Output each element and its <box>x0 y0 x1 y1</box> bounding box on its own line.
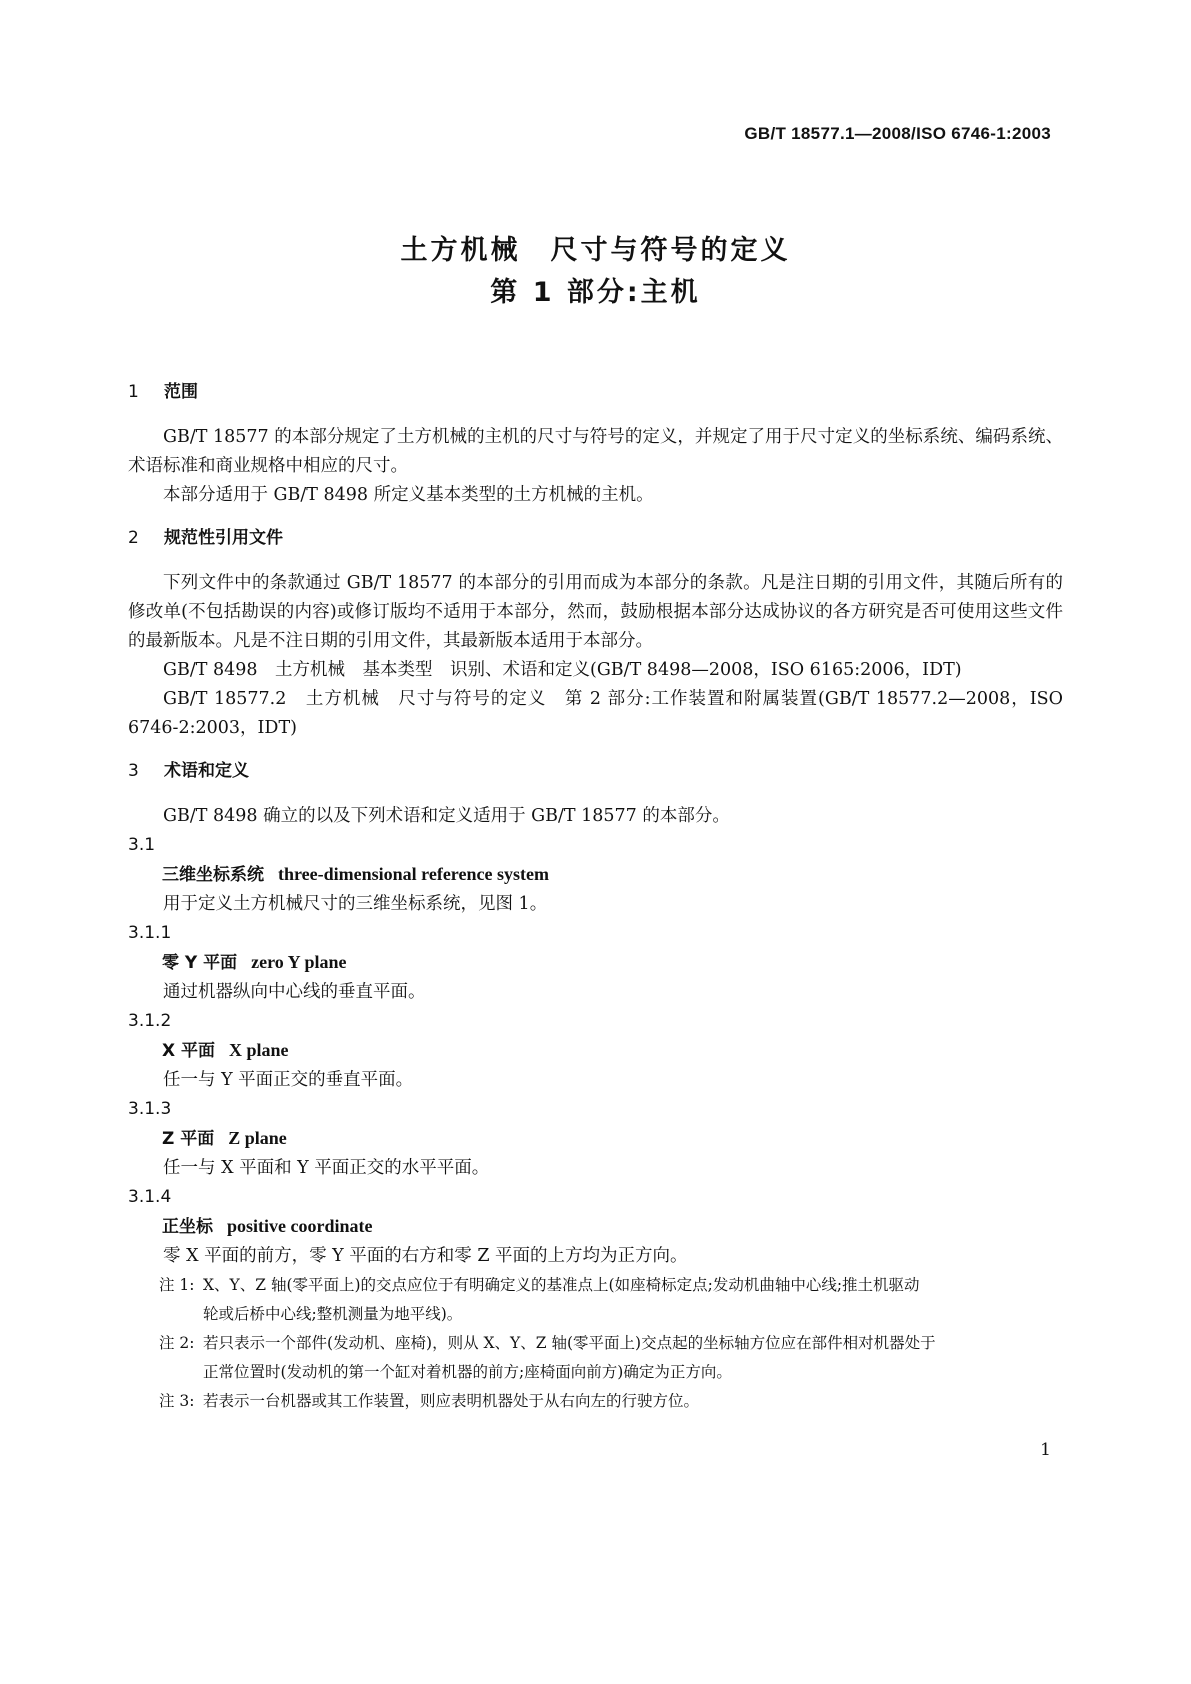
term-number: 3.1.2 <box>128 1011 172 1031</box>
term-en: three-dimensional reference system <box>278 864 549 884</box>
term-definition: 通过机器纵向中心线的垂直平面。 <box>163 982 426 1002</box>
note-label: 注 1: <box>159 1276 195 1294</box>
section-title: 术语和定义 <box>164 761 249 781</box>
standard-number: GB/T 18577.1—2008/ISO 6746-1:2003 <box>744 124 1051 143</box>
note-text: X、Y、Z 轴(零平面上)的交点应位于有明确定义的基准点上(如座椅标定点;发动机曲轴中心线;推土机驱动 <box>203 1276 920 1294</box>
paragraph: 本部分适用于 GB/T 8498 所定义基本类型的土方机械的主机。 <box>163 485 654 505</box>
term-zh: 三维坐标系统 <box>162 865 264 885</box>
section-number: 1 <box>128 382 139 402</box>
section-3-heading <box>128 757 1063 786</box>
note-3 <box>128 1387 1063 1416</box>
section-2-heading <box>128 524 1063 553</box>
note-label: 注 2: <box>159 1334 195 1352</box>
note-1 <box>128 1271 1063 1329</box>
section-number: 3 <box>128 761 139 781</box>
term-definition: 任一与 Y 平面正交的垂直平面。 <box>163 1070 414 1090</box>
title-line-1: 土方机械 尺寸与符号的定义 <box>400 235 791 266</box>
term-name <box>128 860 1063 890</box>
section-number: 2 <box>128 528 139 548</box>
term-number: 3.1.3 <box>128 1099 172 1119</box>
paragraph: 下列文件中的条款通过 GB/T 18577 的本部分的引用而成为本部分的条款。凡是注日期的引用文件，其随后所有的修改单(不包括勘误的内容)或修订版均不适用于本部分，然而，鼓励根据本部分达成协议的各方研究是否可使用这些文件的最新版本。凡是不注日期的引用文件，其最新版本适用于本部分。 <box>128 573 1063 651</box>
term-entry <box>128 1095 1063 1183</box>
term-en: zero Y plane <box>251 952 347 972</box>
document-title <box>0 230 1191 314</box>
paragraph: GB/T 18577 的本部分规定了土方机械的主机的尺寸与符号的定义，并规定了用于尺寸定义的坐标系统、编码系统、术语标准和商业规格中相应的尺寸。 <box>128 427 1063 476</box>
term-entry <box>128 1007 1063 1095</box>
page-number: 1 <box>1040 1440 1051 1460</box>
term-zh: Z 平面 <box>162 1129 215 1149</box>
term-zh: 正坐标 <box>162 1217 213 1237</box>
term-number: 3.1.1 <box>128 923 172 943</box>
term-name <box>128 1036 1063 1066</box>
section-title: 规范性引用文件 <box>164 528 283 548</box>
note-text: 若只表示一个部件(发动机、座椅)，则从 X、Y、Z 轴(零平面上)交点起的坐标轴方位应在部件相对机器处于 <box>203 1334 936 1352</box>
note-2 <box>128 1329 1063 1387</box>
term-name <box>128 948 1063 978</box>
term-definition: 用于定义土方机械尺寸的三维坐标系统，见图 1。 <box>163 894 548 914</box>
term-zh: X 平面 <box>162 1041 216 1061</box>
term-en: positive coordinate <box>227 1216 373 1236</box>
term-entry <box>128 831 1063 919</box>
title-line-2: 第 1 部分:主机 <box>490 277 701 308</box>
term-zh: 零 Y 平面 <box>162 953 238 973</box>
term-number: 3.1 <box>128 835 156 855</box>
section-1-heading <box>128 378 1063 407</box>
note-text: 若表示一台机器或其工作装置，则应表明机器处于从右向左的行驶方位。 <box>203 1392 700 1410</box>
note-text-continued: 正常位置时(发动机的第一个缸对着机器的前方;座椅面向前方)确定为正方向。 <box>203 1363 732 1381</box>
term-entry <box>128 1183 1063 1271</box>
document-body <box>128 378 1063 1416</box>
term-name <box>128 1124 1063 1154</box>
term-name <box>128 1212 1063 1242</box>
term-number: 3.1.4 <box>128 1187 172 1207</box>
term-en: X plane <box>229 1040 289 1060</box>
term-en: Z plane <box>228 1128 287 1148</box>
note-text-continued: 轮或后桥中心线;整机测量为地平线)。 <box>203 1305 463 1323</box>
section-title: 范围 <box>164 382 198 402</box>
paragraph: GB/T 8498 确立的以及下列术语和定义适用于 GB/T 18577 的本部分。 <box>163 806 730 826</box>
note-label: 注 3: <box>159 1392 195 1410</box>
term-definition: 任一与 X 平面和 Y 平面正交的水平平面。 <box>163 1158 490 1178</box>
term-entry <box>128 919 1063 1007</box>
reference-item: GB/T 8498 土方机械 基本类型 识别、术语和定义(GB/T 8498—2008，ISO 6165:2006，IDT) <box>163 660 962 680</box>
reference-item: GB/T 18577.2 土方机械 尺寸与符号的定义 第 2 部分:工作装置和附属装置(GB/T 18577.2—2008，ISO 6746-2:2003，IDT) <box>128 689 1063 738</box>
term-definition: 零 X 平面的前方，零 Y 平面的右方和零 Z 平面的上方均为正方向。 <box>163 1246 688 1266</box>
